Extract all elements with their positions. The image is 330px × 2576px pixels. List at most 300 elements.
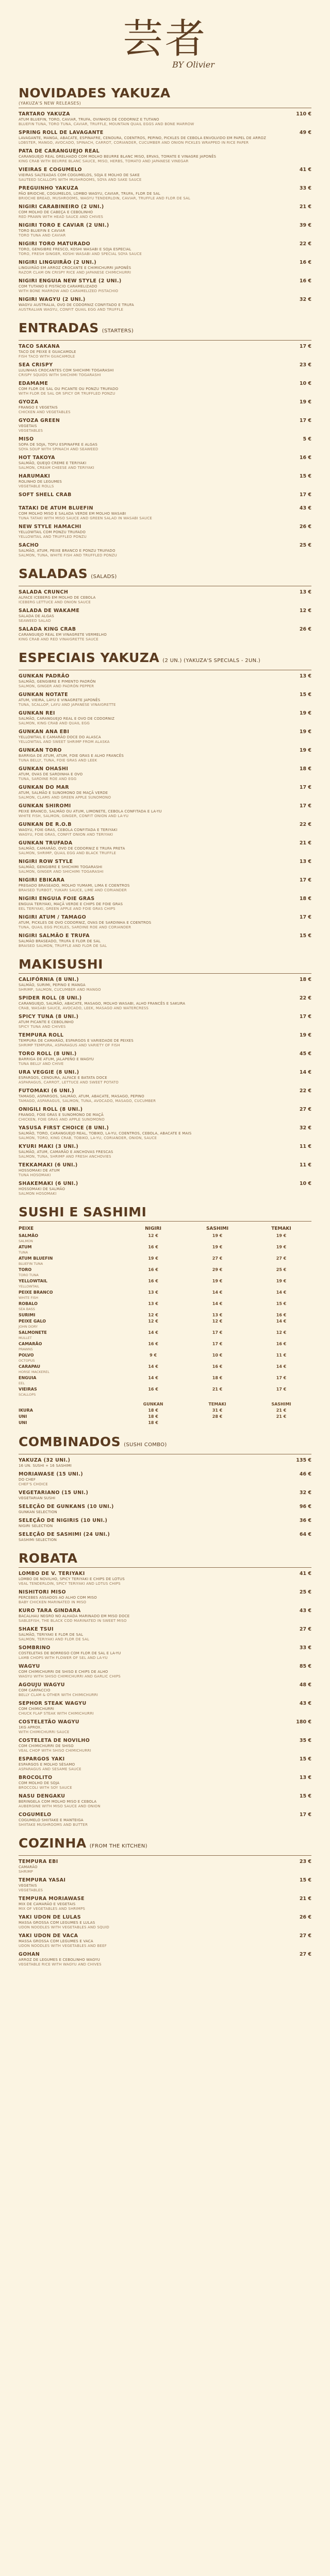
menu-item-name: GUNKAN ANA EBI	[19, 729, 70, 735]
menu-item-price: 17 €	[299, 1014, 311, 1020]
menu-item	[19, 896, 311, 911]
menu-item-name: HARUMAKI	[19, 473, 51, 479]
menu-item	[19, 608, 311, 623]
fish-name-en: SCALLOPS	[19, 1393, 36, 1397]
menu-item-name: GUNKAN OHASHI	[19, 766, 69, 772]
section-title-text: SALADAS	[19, 566, 88, 581]
menu-item-price: 15 €	[299, 692, 311, 698]
logo-kanji: 芸者	[122, 16, 207, 62]
menu-item-description-en: LAMB CHOPS WITH FLOWER OF SEL AND LA-YU	[19, 1656, 108, 1660]
menu-item-price: 33 €	[299, 1645, 311, 1651]
menu-item-name: SALADA CRUNCH	[19, 589, 69, 595]
menu-item-name: YAKUZA (32 UNI.)	[19, 1458, 71, 1463]
fish-name: ENGUIA	[19, 1376, 37, 1380]
table-row	[19, 1233, 311, 1244]
fish-name-en: TORO TUNA	[19, 1273, 39, 1277]
menu-item	[19, 418, 311, 433]
sushi-table-body	[19, 1233, 311, 1398]
temaki-price: 17 €	[276, 1387, 287, 1392]
fish-name-en: MULLET	[19, 1336, 32, 1340]
section-title-text: ROBATA	[19, 1551, 78, 1566]
menu-item-name: SALADA DE WAKAME	[19, 608, 80, 614]
menu-item-price: 10 €	[299, 1181, 311, 1187]
temaki-price: 17 €	[276, 1376, 287, 1380]
menu-item-name: GYOZA	[19, 399, 39, 405]
menu-item-name: SHAKEMAKI (6 UNI.)	[19, 1181, 78, 1187]
fish-name-en: YELLOWTAIL	[19, 1284, 40, 1289]
nigiri-price: 13 €	[148, 1301, 158, 1306]
menu-item-description-en: BABY CHICKEN MARINATED IN MISO	[19, 1600, 87, 1604]
menu-item-price: 19 €	[299, 710, 311, 716]
menu-item-price: 13 €	[299, 589, 311, 595]
gunkan-price: 18 €	[148, 1420, 158, 1425]
menu-item-price: 27 €	[299, 1952, 311, 1957]
menu-item-description: PERCEBES ASSADOS AO ALHO COM MISO	[19, 1596, 97, 1600]
table-row	[19, 1278, 311, 1290]
menu-item-description-en: SHIITAKE MUSHROOMS AND BUTTER	[19, 1823, 88, 1827]
section-divider	[19, 1567, 311, 1568]
fish-cell	[19, 1341, 123, 1352]
temaki-price: 27 €	[276, 1256, 287, 1261]
menu-item-description-en: SALMON HOSOMAKI	[19, 1192, 57, 1196]
nigiri-price: 16 €	[148, 1387, 158, 1392]
menu-item-description-en: SALMON, TERIYAKI AND FLOR DE SAL	[19, 1637, 90, 1641]
menu-item-description: FRANGO, FOIE GRAS E SUNOMONO DE MAÇÃ	[19, 1113, 104, 1117]
menu-item-name: KURO TARA GINDARA	[19, 1608, 81, 1614]
menu-item-description-en: SALMON, SHRIMP, QUAIL EGG AND BLACK TRUFFLE	[19, 851, 117, 855]
menu-item-description: COM CHIMICHURRI DE SHISO E CHIPS DE ALHO	[19, 1670, 108, 1674]
menu-item-name: COGUMELO	[19, 1812, 52, 1818]
menu-item-description: ESPARGOS, CENOURA, ALFACE E BATATA DOCE	[19, 1076, 107, 1080]
menu-item-description-en: WITH FLOR DE SAL OR SPICY OR TRUFFLED PONZU	[19, 392, 116, 396]
sashimi-price: 29 €	[212, 1267, 223, 1272]
menu-item-name: VIEIRAS E COGUMELO	[19, 167, 82, 173]
menu-item-description-en: WHITE FISH, SALMON, GINGER, CONFIT ONION AND LA-YU	[19, 814, 129, 818]
temaki-price: 28 €	[212, 1414, 223, 1419]
menu-item-name: ESPARGOS YAKI	[19, 1756, 65, 1762]
sashimi-price: 13 €	[212, 1313, 223, 1317]
menu-item-description: GUNKAN SELECTION	[19, 1510, 57, 1514]
menu-item-name: TEMPURA MORIAWASE	[19, 1896, 85, 1902]
menu-item-price: 45 €	[299, 1051, 311, 1057]
menu-item-name: GUNKAN DE R.O.B	[19, 822, 72, 827]
menu-item	[19, 914, 311, 930]
menu-item-name: SPIDER ROLL (8 UNI.)	[19, 995, 82, 1001]
menu-item-name: GUNKAN TRUFADA	[19, 840, 73, 846]
menu-item-description-en: SALMON, GINGER AND PADRÓN PEPPER	[19, 684, 94, 688]
sashimi-price: 17 €	[212, 1330, 223, 1335]
menu-item-price: 23 €	[299, 1859, 311, 1865]
fish-cell	[19, 1312, 123, 1318]
sashimi-price: 21 €	[276, 1414, 287, 1419]
temaki-price: 14 €	[276, 1319, 287, 1324]
sashimi-price: 19 €	[212, 1245, 223, 1249]
menu-item	[19, 1571, 311, 1586]
menu-item-description: LULINHAS CROCANTES COM SHICHIMI TOGARASHI	[19, 368, 114, 372]
menu-item-description-en: SALMON, TORO, KING CRAB, TOBIKO, LA-YU, CORIANDER, ONION, SAUCE	[19, 1136, 157, 1140]
menu-item-price: 23 €	[299, 362, 311, 368]
menu-item-name: SPRING ROLL DE LAVAGANTE	[19, 130, 104, 135]
menu-item-price: 13 €	[299, 1775, 311, 1781]
fish-cell	[19, 1318, 123, 1330]
nigiri-price: 16 €	[148, 1267, 158, 1272]
section-title	[19, 86, 311, 101]
menu-item-description-en: SALMON, CLAMS AND GREEN APPLE SUNOMONO	[19, 795, 111, 800]
menu-item-price: 11 €	[299, 1144, 311, 1149]
fish-name-en: TUNA	[19, 1250, 28, 1255]
fish-name: CAMARÃO	[19, 1342, 42, 1346]
menu-item-price: 35 €	[299, 1738, 311, 1743]
menu-item	[19, 278, 311, 294]
menu-item-name: TEMPURA EBI	[19, 1859, 58, 1865]
menu-item-name: BROCOLITO	[19, 1775, 53, 1781]
menu-item	[19, 1756, 311, 1772]
section-title-text: COMBINADOS	[19, 1434, 121, 1449]
menu-item-price: 17 €	[299, 877, 311, 883]
menu-item-price: 15 €	[299, 1756, 311, 1762]
menu-item-description-en: WITH CHIMICHURRI SAUCE	[19, 1730, 70, 1734]
menu-item-price: 21 €	[299, 840, 311, 846]
fish-name: YELLOWTAIL	[19, 1279, 47, 1283]
menu-item-price: 5 €	[303, 436, 311, 442]
menu-item	[19, 822, 311, 837]
menu-item-price: 110 €	[296, 111, 311, 117]
menu-item	[19, 1775, 311, 1790]
menu-item-price: 25 €	[299, 1589, 311, 1595]
menu-item-name: NIGIRI ENGUIA FOIE GRAS	[19, 896, 95, 902]
menu-item	[19, 589, 311, 605]
fish-cell	[19, 1364, 123, 1375]
menu-item	[19, 1608, 311, 1623]
menu-item-description-en: TUNA BELLY AND CHIVE	[19, 1062, 64, 1066]
nigiri-price: 12 €	[148, 1319, 158, 1324]
menu-item-name: HOT TAKOYA	[19, 455, 55, 461]
menu-section-novidades	[19, 86, 311, 312]
menu-item-name: URA VEGGIE (8 UNI.)	[19, 1070, 79, 1075]
fish-name-en: HORSE MACKEREL	[19, 1370, 50, 1374]
menu-item-description: HOSSOMAKI DE ATUM	[19, 1168, 60, 1173]
temaki-price: 19 €	[276, 1279, 287, 1283]
menu-item	[19, 840, 311, 856]
menu-item-price: 17 €	[299, 785, 311, 790]
menu-item-name: GUNKAN DO MAR	[19, 785, 70, 790]
menu-item	[19, 766, 311, 782]
menu-item	[19, 381, 311, 396]
sashimi-price: 14 €	[212, 1301, 223, 1306]
menu-item	[19, 1952, 311, 1967]
menu-item-description: SASHIMI SELECTION	[19, 1538, 57, 1542]
menu-item	[19, 1645, 311, 1660]
temaki-price: 25 €	[276, 1267, 287, 1272]
menu-item-description: TAMAGO, ASPARGOS, SALMÃO, ATUM, ABACATE, MASAGO, PEPINO	[19, 1094, 144, 1098]
menu-section-saladas	[19, 566, 311, 642]
menu-item	[19, 1144, 311, 1159]
menu-item-description-en: VEGETABLE RICE WITH WAGYU AND CHIVES	[19, 1962, 102, 1967]
fish-name-en: SALMON	[19, 1239, 33, 1243]
menu-item-description-en: SALMON, TUNA, SHRIMP AND FRESH ANCHOVIES	[19, 1155, 111, 1159]
menu-item-description-en: LOBSTER, MANGO, AVOCADO, SPINACH, CARROT, CORIANDER, CUCUMBER AND ONION PICKLES WRAPPED IN RICE PAPER	[19, 141, 249, 145]
menu-item	[19, 785, 311, 800]
gunkan-header-row	[19, 1398, 311, 1408]
menu-item-description-en: SALMON, KING CRAB AND QUAIL EGG	[19, 721, 90, 725]
menu-item	[19, 692, 311, 707]
menu-item-name: PATA DE CARANGUEJO REAL	[19, 148, 100, 154]
menu-item-name: NIGIRI ROW STYLE	[19, 859, 73, 865]
menu-item	[19, 1664, 311, 1679]
menu-item	[19, 1719, 311, 1735]
menu-item	[19, 111, 311, 127]
menu-item-description-en: BLUEFIN TUNA, TORO TUNA, CAVIAR, TRUFFLE, MOUNTAIN QUAIL EGGS AND BONE MARROW	[19, 122, 194, 126]
fish-name: PEIXE BRANCO	[19, 1290, 53, 1295]
menu-item-price: 43 €	[299, 1701, 311, 1706]
menu-item-price: 46 €	[299, 1471, 311, 1477]
menu-item	[19, 543, 311, 558]
menu-item-price: 17 €	[299, 914, 311, 920]
menu-item-description: SALMÃO, ATUM, PEIXE BRANCO E PONZU TRUFADO	[19, 549, 116, 553]
fish-name-en: SEA BASS	[19, 1307, 35, 1311]
menu-item-description: SALMÃO, TERIYAKI E FLOR DE SAL	[19, 1633, 84, 1637]
menu-item-price: 22 €	[299, 995, 311, 1001]
menu-item-name: TEMPURA YASAI	[19, 1877, 66, 1883]
menu-item-name: TEMPURA ROLL	[19, 1032, 64, 1038]
menu-item-description: SALMÃO, GENGIBRE E SHICHIMI TOGARASHI	[19, 865, 103, 869]
nigiri-price: 16 €	[148, 1279, 158, 1283]
menu-item-description: ESPARGOS E MOLHO SÉSAMO	[19, 1762, 75, 1767]
menu-item-description: LAVAGANTE, MANGA, ABACATE, ESPINAFRE, CENOURA, COENTROS, PEPINO, PICKLES DE CEBOLA ENVOLVIDO EM PAPEL DE ARROZ	[19, 136, 267, 140]
menu-item	[19, 1877, 311, 1893]
menu-item-description: PEIXE BRANCO, SALMÃO OU ATUM, LIMONETE, CEBOLA CONFITADA E LA-YU	[19, 809, 162, 814]
fish-name-en: PRAWNS	[19, 1347, 33, 1351]
temaki-price	[184, 1420, 251, 1426]
menu-item-price: 11 €	[299, 1162, 311, 1168]
menu-item-name: EDAMAME	[19, 381, 48, 386]
sushi-price-table	[19, 1225, 311, 1426]
menu-item	[19, 1738, 311, 1753]
logo-byline: BY Olivier	[172, 60, 214, 70]
menu-item-description-en: BRIOCHE BREAD, MUSHROOMS, WAGYU TENDERLOIN, CAVIAR, TRUFFLE AND FLOR DE SAL	[19, 196, 191, 200]
menu-item-price: 33 €	[299, 185, 311, 191]
menu-item-name: TARTARO YAKUZA	[19, 111, 70, 117]
menu-item-description: CAMARÃO	[19, 1865, 38, 1869]
menu-item-name: SACHO	[19, 543, 39, 548]
menu-item-description: NIGIRI SELECTION	[19, 1524, 53, 1528]
menu-item-price: 26 €	[299, 1914, 311, 1920]
menu-item	[19, 1896, 311, 1911]
menu-item-description: YELLOWTAIL COM PONZU TRUFADO	[19, 530, 86, 534]
menu-item	[19, 977, 311, 992]
gunkan-name: IKURA	[19, 1408, 33, 1413]
menu-item-name: NIGIRI CARABINEIRO (2 UNI.)	[19, 204, 104, 210]
menu-item-name: MORIAWASE (15 UNI.)	[19, 1471, 83, 1477]
menu-item	[19, 748, 311, 763]
gunkan-price: 18 €	[148, 1414, 158, 1419]
fish-name-en: BLUEFIN TUNA	[19, 1262, 43, 1266]
menu-item-price: 15 €	[299, 1793, 311, 1799]
menu-item-name: NIGIRI WAGYU (2 UNI.)	[19, 297, 86, 302]
menu-item-price: 16 €	[299, 260, 311, 265]
fish-cell	[19, 1290, 123, 1301]
menu-item	[19, 148, 311, 164]
menu-item	[19, 1070, 311, 1085]
menu-item-price: 49 €	[299, 130, 311, 135]
menu-item-name: SALADA KING CRAB	[19, 626, 76, 632]
fish-cell	[19, 1330, 123, 1341]
sashimi-price: 17 €	[212, 1342, 223, 1346]
menu-item	[19, 473, 311, 489]
menu-item-description-en: SOYA SOUP WITH SPINACH AND SEAWEED	[19, 447, 98, 451]
menu-item-price: 18 €	[299, 977, 311, 982]
menu-item-price: 41 €	[299, 1571, 311, 1577]
menu-item-name: GUNKAN SHIROMI	[19, 803, 71, 809]
menu-item-name: YAKI UDON DE LULAS	[19, 1914, 81, 1920]
menu-item-description-en: ASPARAGUS AND SESAME SAUCE	[19, 1767, 81, 1771]
column-header-nigiri: NIGIRI	[145, 1226, 161, 1231]
menu-item-description: SALADA DE ALGAS	[19, 614, 54, 618]
menu-item-description: SALMÃO BRASEADO, TRUFA E FLOR DE SAL	[19, 939, 101, 943]
menu-item-description-en: VEAL CHOP WITH SHISO CHIMICHURRI	[19, 1749, 91, 1753]
section-title-tag: (SUSHI COMBO)	[124, 1442, 167, 1448]
menu-item-price: 16 €	[299, 278, 311, 284]
column-header-fish: PEIXE	[19, 1226, 34, 1231]
menu-item-name: CALIFÓRNIA (8 UNI.)	[19, 977, 79, 982]
menu-item-price: 17 €	[299, 492, 311, 498]
table-row	[19, 1420, 311, 1426]
menu-item-description: ROLINHO DE LEGUMES	[19, 480, 62, 484]
menu-item-description: COM CARPACCIO	[19, 1688, 51, 1692]
section-title	[19, 566, 311, 585]
menu-item	[19, 260, 311, 275]
menu-item-price: 25 €	[299, 543, 311, 548]
section-divider	[19, 1221, 311, 1222]
menu-item	[19, 1162, 311, 1178]
menu-item-price: 19 €	[299, 729, 311, 735]
menu-item-description: COM TUTANO E PISTÁCIO CARAMELIZADO	[19, 284, 97, 289]
menu-item-description-en: CHUCK FLAP STEAK WITH CHIMICHURRI	[19, 1711, 94, 1716]
section-title: SUSHI E SASHIMI	[19, 1205, 147, 1219]
sashimi-price: 21 €	[212, 1387, 223, 1392]
menu-item-name: TEKKAMAKI (6 UNI.)	[19, 1162, 78, 1168]
fish-name-en: JOHN DORY	[19, 1325, 38, 1329]
fish-cell	[19, 1267, 123, 1278]
menu-item-price: 180 €	[296, 1719, 311, 1725]
table-row	[19, 1414, 311, 1420]
menu-item	[19, 1458, 311, 1468]
section-divider	[19, 973, 311, 974]
nigiri-price: 14 €	[148, 1364, 158, 1369]
menu-item-description: COGUMELO SHIITAKE E MANTEIGA	[19, 1818, 84, 1822]
nigiri-price: 19 €	[148, 1256, 158, 1261]
temaki-price: 11 €	[276, 1353, 287, 1358]
fish-name-en: WHITE FISH	[19, 1296, 39, 1300]
menu-item-price: 21 €	[299, 204, 311, 210]
menu-item-description: VEGETAIS	[19, 1884, 37, 1888]
menu-item-name: NIGIRI ATUM / TAMAGO	[19, 914, 87, 920]
menu-item	[19, 297, 311, 312]
menu-item-description: CARANGUEJO, SALMÃO, ABACATE, MASAGO, MOLHO WASABI, ALHO FRANCÊS E SAKURA	[19, 1002, 186, 1006]
menu-item-description: MASSA GROSSA COM LEGUMES E VACA	[19, 1939, 93, 1943]
menu-item-description-en: CRISPY SQUIDS WITH SHICHIMI TOGARASHI	[19, 373, 101, 377]
menu-item-description-en: BRAISED TURBOT, YUKARI SAUCE, LIME AND CORIANDER	[19, 888, 127, 892]
menu-item	[19, 1859, 311, 1874]
menu-item-price: 26 €	[299, 524, 311, 530]
menu-item-price: 22 €	[299, 822, 311, 827]
menu-item	[19, 436, 311, 452]
menu-item-price: 13 €	[299, 859, 311, 865]
menu-item-description-en: CHICKEN, FOIE GRAS AND APPLE SUNOMONO	[19, 1117, 105, 1122]
menu-item-name: SOFT SHELL CRAB	[19, 492, 72, 498]
menu-item-description-en: YELLOWTAIL AND SWEET SHRIMP FROM ALASKA	[19, 740, 110, 744]
temaki-price: 15 €	[276, 1301, 287, 1306]
sashimi-price: 19 €	[212, 1233, 223, 1238]
menu-item-name: LOMBO DE V. TERIYAKI	[19, 1571, 85, 1577]
menu-item-description: BARRIGA DE ATUM, JALAPEÑO E WAGYU	[19, 1057, 94, 1061]
menu-item-name: AGOUJU WAGYU	[19, 1682, 65, 1688]
menu-item-description: HOSSOMAKI DE SALMÃO	[19, 1187, 65, 1191]
menu-item-price: 36 €	[299, 1518, 311, 1523]
menu-item-price: 21 €	[299, 1896, 311, 1902]
menu-item-description-en: WITH BONE MARROW AND CARAMELIZED PISTACHIO	[19, 289, 119, 293]
menu-item-price: 17 €	[299, 418, 311, 423]
fish-name-en: EEL	[19, 1381, 25, 1385]
section-title-text: ESPECIAIS YAKUZA	[19, 650, 160, 665]
menu-item-description-en: TUNA BELLY, TUNA, FOIE GRAS AND LEEK	[19, 758, 97, 762]
menu-item-description: ATUM BLUEFIN, TORO, CAVIAR, TRUFA, OVINHOS DE CODORNIZ E TUTANO	[19, 117, 159, 122]
menu-item	[19, 1032, 311, 1048]
menu-item-description-en: TUNA HOSOMAKI	[19, 1173, 51, 1177]
menu-item-description-en: FISH TACO WITH GUACAMOLE	[19, 354, 75, 359]
menu-item-description: PREGADO BRASEADO, MOLHO YUMAMI, LIMA E COENTROS	[19, 884, 130, 888]
menu-item-description: TORO BLUEFIN E CAVIAR	[19, 229, 65, 233]
temaki-price: 14 €	[276, 1290, 287, 1295]
nigiri-price: 14 €	[148, 1330, 158, 1335]
menu-item-price: 13 €	[299, 673, 311, 679]
menu-item-name: SELEÇÃO DE NIGIRIS (10 UNI.)	[19, 1518, 108, 1523]
table-row	[19, 1352, 311, 1364]
menu-item-name: NIGIRI ENGUIA NEW STYLE (2 UNI.)	[19, 278, 122, 284]
nigiri-price: 13 €	[148, 1290, 158, 1295]
fish-cell	[19, 1386, 123, 1398]
menu-item	[19, 167, 311, 182]
gunkan-column-header: TEMAKI	[208, 1402, 226, 1406]
sashimi-price: 27 €	[212, 1256, 223, 1261]
menu-item-description: ENGUIA TERIYAKI, MAÇÃ VERDE E CHIPS DE FOIE GRAS	[19, 902, 123, 906]
menu-item	[19, 399, 311, 415]
section-subtitle: (YAKUZA'S NEW RELEASES)	[19, 101, 81, 106]
section-title-text: COZINHA	[19, 1836, 87, 1851]
sashimi-price: 10 €	[212, 1353, 223, 1358]
menu-item	[19, 1014, 311, 1029]
menu-section-robata	[19, 1551, 311, 1827]
fish-name: TORO	[19, 1267, 32, 1272]
menu-item-price: 27 €	[299, 1933, 311, 1939]
menu-item-description-en: CHICKEN AND VEGETABLES	[19, 410, 71, 414]
menu-item	[19, 1125, 311, 1141]
menu-item	[19, 1589, 311, 1605]
menu-item-name: GUNKAN TORO	[19, 748, 62, 753]
menu-item-name: SPICY TUNA (8 UNI.)	[19, 1014, 79, 1020]
menu-item-description: SALMÃO, ATUM, CAMARÃO E ANCHOVAS FRESCAS	[19, 1150, 113, 1154]
menu-item-name: NIGIRI LINGUIRÃO (2 UNI.)	[19, 260, 97, 265]
fish-name: ATUM	[19, 1245, 32, 1249]
menu-item-description: YELLOWTAIL E CAMARÃO DOCE DO ALASCA	[19, 735, 101, 739]
menu-item-description-en: SEAWEED SALAD	[19, 619, 51, 623]
menu-item	[19, 524, 311, 539]
table-row	[19, 1318, 311, 1330]
menu-item-price: 17 €	[299, 1812, 311, 1818]
menu-item-name: TATAKI DE ATUM BLUEFIN	[19, 505, 93, 511]
menu-item-price: 10 €	[299, 381, 311, 386]
menu-item-name: TORO ROLL (8 UNI.)	[19, 1051, 77, 1057]
